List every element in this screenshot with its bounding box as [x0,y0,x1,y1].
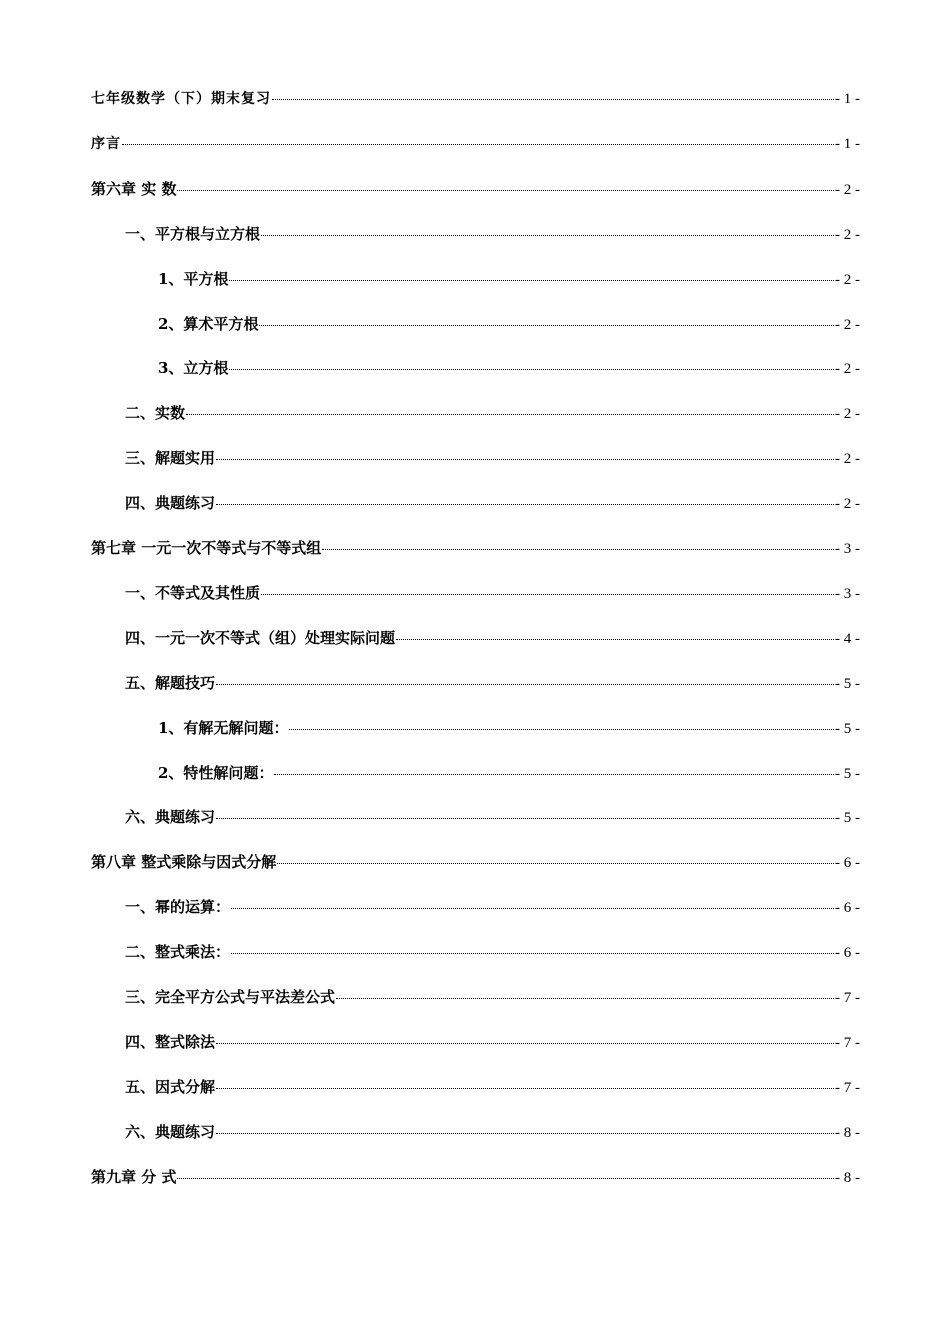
toc-entry-page-number: - 2 - [835,227,860,243]
toc-entry[interactable] [125,941,860,965]
toc-entry-title: 第七章 一元一次不等式与不等式组 [91,539,322,557]
toc-entry-title: 1、平方根 [158,270,229,288]
toc-entry-page-number: - 8 - [835,1125,860,1141]
toc-dot-leader [229,280,834,281]
toc-entry-page-number: - 2 - [835,272,860,288]
toc-entry-page-number: - 4 - [835,631,860,647]
toc-dot-leader [272,99,834,100]
toc-entry[interactable] [125,492,860,516]
toc-entry-page-number: - 5 - [835,721,860,737]
toc-entry[interactable] [125,447,860,471]
toc-dot-leader [122,144,834,145]
toc-entry-title: 第六章 实 数 [91,180,177,198]
toc-entry-title: 1、有解无解问题： [158,719,289,737]
toc-entry-page-number: - 2 - [835,182,860,198]
toc-dot-leader [216,1133,834,1134]
toc-entry[interactable] [125,806,860,830]
toc-dot-leader [216,818,834,819]
toc-dot-leader [322,549,834,550]
toc-dot-leader [177,1178,834,1179]
toc-entry[interactable] [158,762,860,786]
toc-entry[interactable] [91,178,860,202]
toc-entry-title: 一、平方根与立方根 [125,225,261,243]
toc-entry[interactable] [91,133,860,157]
toc-entry-page-number: - 7 - [835,1080,860,1096]
toc-entry[interactable] [125,402,860,426]
toc-entry[interactable] [125,223,860,247]
toc-entry[interactable] [125,582,860,606]
toc-entry[interactable] [91,1166,860,1190]
toc-dot-leader [231,908,834,909]
toc-entry[interactable] [125,1121,860,1145]
toc-dot-leader [216,1088,834,1089]
toc-dot-leader [177,190,834,191]
toc-entry-page-number: - 2 - [835,406,860,422]
toc-entry[interactable] [91,851,860,875]
toc-dot-leader [396,639,834,640]
toc-dot-leader [261,594,834,595]
toc-dot-leader [216,459,834,460]
toc-entry-title: 序言 [91,136,121,152]
toc-entry-title: 七年级数学（下）期末复习 [91,91,271,107]
toc-entry-page-number: - 1 - [835,91,860,107]
toc-entry-page-number: - 8 - [835,1170,860,1186]
toc-dot-leader [336,998,834,999]
toc-entry-title: 四、典题练习 [125,494,216,512]
toc-entry-title: 三、完全平方公式与平法差公式 [125,988,336,1006]
toc-entry[interactable] [158,717,860,741]
toc-entry-title: 四、整式除法 [125,1033,216,1051]
toc-entry-page-number: - 6 - [835,855,860,871]
toc-dot-leader [231,953,834,954]
toc-entry-title: 三、解题实用 [125,449,216,467]
toc-dot-leader [261,235,834,236]
toc-entry[interactable] [125,1076,860,1100]
toc-entry-page-number: - 6 - [835,945,860,961]
toc-entry-title: 四、一元一次不等式（组）处理实际问题 [125,629,396,647]
toc-dot-leader [259,325,834,326]
toc-entry-title: 2、特性解问题： [158,764,274,782]
toc-entry[interactable] [158,357,860,381]
toc-entry-title: 二、实数 [125,404,186,422]
toc-entry-title: 3、立方根 [158,359,229,377]
toc-entry-page-number: - 2 - [835,496,860,512]
toc-entry-page-number: - 5 - [835,766,860,782]
toc-entry-title: 一、幂的运算： [125,898,231,916]
toc-dot-leader [274,774,834,775]
toc-entry-title: 六、典题练习 [125,1123,216,1141]
toc-entry-page-number: - 2 - [835,361,860,377]
toc-entry-title: 第八章 整式乘除与因式分解 [91,853,277,871]
toc-dot-leader [277,863,834,864]
toc-entry-title: 2、算术平方根 [158,315,259,333]
toc-entry[interactable] [125,627,860,651]
toc-entry[interactable] [158,268,860,292]
toc-entry-page-number: - 1 - [835,136,860,152]
toc-entry-page-number: - 2 - [835,451,860,467]
toc-entry[interactable] [125,896,860,920]
toc-entry-page-number: - 3 - [835,586,860,602]
toc-entry-page-number: - 3 - [835,541,860,557]
toc-entry[interactable] [158,313,860,337]
toc-entry-page-number: - 2 - [835,317,860,333]
toc-entry-title: 五、解题技巧 [125,674,216,692]
toc-entry-page-number: - 5 - [835,810,860,826]
toc-entry-page-number: - 7 - [835,990,860,1006]
toc-dot-leader [216,684,834,685]
toc-dot-leader [229,369,834,370]
toc-entry-title: 第九章 分 式 [91,1168,177,1186]
toc-entry[interactable] [125,986,860,1010]
toc-entry-page-number: - 5 - [835,676,860,692]
toc-entry[interactable] [91,537,860,561]
toc-entry-title: 六、典题练习 [125,808,216,826]
toc-dot-leader [216,504,834,505]
toc-dot-leader [216,1043,834,1044]
toc-entry-title: 二、整式乘法： [125,943,231,961]
toc-dot-leader [186,414,834,415]
toc-entry[interactable] [125,672,860,696]
toc-entry-page-number: - 7 - [835,1035,860,1051]
toc-entry-page-number: - 6 - [835,900,860,916]
toc-dot-leader [289,729,834,730]
toc-entry[interactable] [91,88,860,112]
toc-entry-title: 一、不等式及其性质 [125,584,261,602]
toc-entry-title: 五、因式分解 [125,1078,216,1096]
toc-entry[interactable] [125,1031,860,1055]
